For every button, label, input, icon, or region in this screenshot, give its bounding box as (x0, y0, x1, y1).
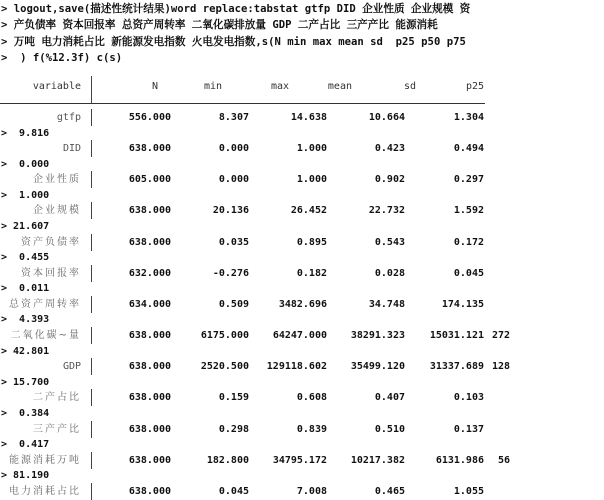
cell-value: 638.000 (128, 392, 171, 404)
cell-value: 6175.000 (200, 330, 249, 342)
cell-value: 0.172 (453, 236, 484, 248)
continuation-line: > 0.000 (1, 158, 50, 170)
row-label: 能源消耗万吨 (9, 454, 81, 466)
cell-value: 7.008 (296, 485, 327, 497)
cell-value: 0.045 (453, 267, 484, 279)
column-separator (91, 421, 92, 438)
cell-value: 0.028 (374, 267, 405, 279)
row-label: 二产占比 (33, 392, 81, 404)
cell-value: 129118.602 (266, 361, 327, 373)
cell-value: 638.000 (128, 361, 171, 373)
command-line: > 产负债率 资本回报率 总资产周转率 二氧化碳排放量 GDP 二产占比 三产产比 能源消耗 (1, 19, 438, 31)
cell-value: 0.902 (374, 174, 405, 186)
cell-value: 0.000 (218, 174, 249, 186)
cell-value: 0.137 (453, 423, 484, 435)
cell-value: 10.664 (368, 112, 405, 123)
continuation-line: > 15.700 (1, 376, 50, 388)
cell-value: 0.608 (296, 392, 327, 404)
cell-value: 1.055 (453, 485, 484, 497)
column-separator (91, 140, 92, 157)
column-header: max (270, 81, 289, 92)
cell-value: 64247.000 (272, 330, 327, 342)
cell-value: 605.000 (128, 174, 171, 186)
cell-value: 632.000 (128, 267, 171, 279)
cell-value: 638.000 (128, 205, 171, 217)
cell-value: 0.035 (218, 236, 249, 248)
cell-value: 26.452 (290, 205, 327, 217)
cell-value: -0.276 (212, 267, 249, 279)
cell-value: 8.307 (218, 112, 249, 123)
continuation-line: > 0.011 (1, 283, 50, 295)
column-separator (91, 483, 92, 500)
column-header: mean (327, 81, 352, 92)
cell-value: 0.159 (218, 392, 249, 404)
row-label: 资本回报率 (21, 267, 81, 279)
row-label: 企业规模 (33, 205, 81, 217)
cell-value: 0.494 (453, 143, 484, 155)
cell-value: 35499.120 (350, 361, 405, 373)
cell-value: 0.182 (296, 267, 327, 279)
cell-value: 1.304 (453, 112, 484, 123)
continuation-line: > 1.000 (1, 189, 50, 201)
row-label: 企业性质 (33, 174, 81, 186)
cell-value: 638.000 (128, 454, 171, 466)
cell-value: 128 (491, 361, 510, 373)
cell-value: 0.297 (453, 174, 484, 186)
column-separator (91, 389, 92, 406)
continuation-line: > 4.393 (1, 314, 50, 326)
cell-value: 6131.986 (435, 454, 484, 466)
continuation-line: > 9.816 (1, 127, 50, 139)
cell-value: 182.800 (206, 454, 249, 466)
cell-value: 638.000 (128, 143, 171, 155)
cell-value: 38291.323 (350, 330, 405, 342)
cell-value: 0.000 (218, 143, 249, 155)
cell-value: 34.748 (368, 298, 405, 310)
column-header: sd (403, 81, 416, 92)
column-header: p25 (465, 81, 484, 92)
command-line: > logout,save(描述性统计结果)word replace:tabstat gtfp DID 企业性质 企业规模 资 (1, 3, 471, 15)
continuation-line: > 21.607 (1, 220, 50, 232)
continuation-line: > 0.417 (1, 439, 50, 450)
cell-value: 638.000 (128, 330, 171, 342)
cell-value: 0.103 (453, 392, 484, 404)
column-header: N (151, 81, 158, 92)
command-line: > 万吨 电力消耗占比 新能源发电指数 火电发电指数,s(N min max mean sd p25 p50 p75 (1, 36, 466, 48)
continuation-line: > 0.384 (1, 407, 50, 419)
cell-value: 0.839 (296, 423, 327, 435)
continuation-line: > 42.801 (1, 345, 50, 357)
header-rule (0, 103, 485, 104)
cell-value: 638.000 (128, 485, 171, 497)
cell-value: 0.465 (374, 485, 405, 497)
column-header: min (203, 81, 222, 92)
cell-value: 14.638 (290, 112, 327, 123)
cell-value: 174.135 (441, 298, 484, 310)
cell-value: 56 (497, 454, 510, 466)
cell-value: 0.510 (374, 423, 405, 435)
cell-value: 0.407 (374, 392, 405, 404)
cell-value: 0.895 (296, 236, 327, 248)
cell-value: 31337.689 (429, 361, 484, 373)
cell-value: 0.509 (218, 298, 249, 310)
row-label: GDP (62, 361, 81, 373)
row-label: 电力消耗占比 (9, 485, 81, 497)
cell-value: 2520.500 (200, 361, 249, 373)
row-label: 总资产周转率 (9, 298, 81, 310)
cell-value: 0.298 (218, 423, 249, 435)
row-label: 资产负债率 (21, 236, 81, 248)
cell-value: 1.592 (453, 205, 484, 217)
cell-value: 638.000 (128, 423, 171, 435)
cell-value: 556.000 (128, 112, 171, 123)
cell-value: 34795.172 (272, 454, 327, 466)
cell-value: 0.045 (218, 485, 249, 497)
cell-value: 638.000 (128, 236, 171, 248)
cell-value: 272 (491, 330, 510, 342)
cell-value: 22.732 (368, 205, 405, 217)
cell-value: 1.000 (296, 143, 327, 155)
command-line: > ) f(%12.3f) c(s) (1, 52, 123, 64)
cell-value: 15031.121 (429, 330, 484, 342)
cell-value: 0.543 (374, 236, 405, 248)
column-separator (91, 171, 92, 188)
cell-value: 20.136 (212, 205, 249, 217)
row-label: gtfp (56, 112, 81, 123)
column-separator (91, 265, 92, 282)
column-separator (91, 109, 92, 126)
column-header: variable (32, 81, 81, 92)
column-separator (91, 76, 92, 103)
column-separator (91, 452, 92, 469)
row-label: 二氧化碳~量 (10, 330, 81, 342)
column-separator (91, 358, 92, 375)
row-label: 三产产比 (33, 423, 81, 435)
cell-value: 634.000 (128, 298, 171, 310)
cell-value: 3482.696 (278, 298, 327, 310)
column-separator (91, 296, 92, 313)
column-separator (91, 327, 92, 344)
cell-value: 0.423 (374, 143, 405, 155)
column-separator (91, 234, 92, 251)
continuation-line: > 81.190 (1, 470, 50, 482)
cell-value: 1.000 (296, 174, 327, 186)
column-separator (91, 202, 92, 219)
row-label: DID (62, 143, 81, 155)
continuation-line: > 0.455 (1, 252, 50, 264)
cell-value: 10217.382 (350, 454, 405, 466)
